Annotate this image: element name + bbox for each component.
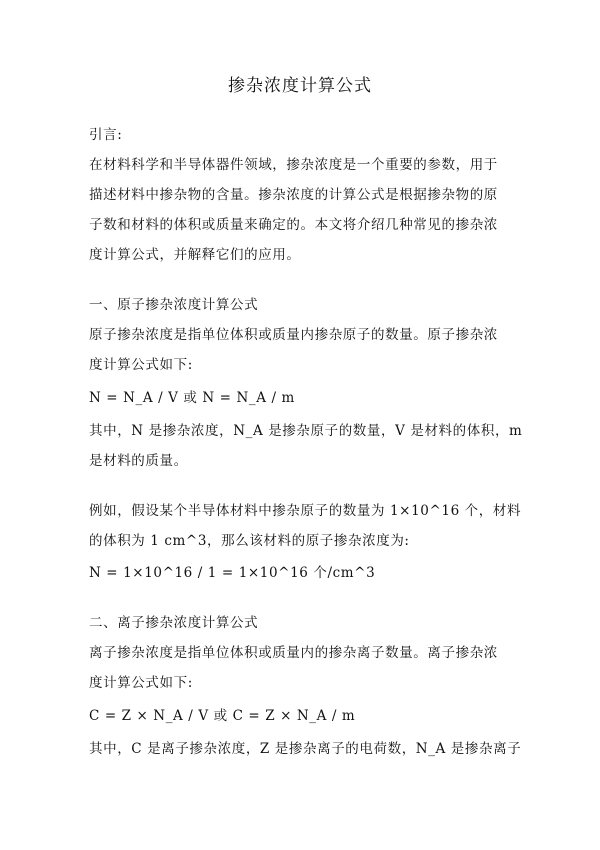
section-2-formula: C = Z × N_A / V 或 C = Z × N_A / m <box>89 708 356 724</box>
section-1-paragraph-line-1: 原子掺杂浓度是指单位体积或质量内掺杂原子的数量。原子掺杂浓 <box>89 327 498 343</box>
section-2-definition-line-1: 其中，C 是离子掺杂浓度，Z 是掺杂离子的电荷数，N_A 是掺杂离子 <box>89 741 522 757</box>
section-1-example-line-1: 例如，假设某个半导体材料中掺杂原子的数量为 1×10^16 个，材料 <box>89 503 522 519</box>
section-1-definition-line-1: 其中，N 是掺杂浓度，N_A 是掺杂原子的数量，V 是材料的体积，m <box>89 423 523 439</box>
intro-paragraph-line-4: 度计算公式，并解释它们的应用。 <box>89 247 301 263</box>
section-1-example-line-2: 的体积为 1 cm^3，那么该材料的原子掺杂浓度为: <box>89 533 410 549</box>
document-title: 掺杂浓度计算公式 <box>228 76 372 96</box>
intro-paragraph-line-2: 描述材料中掺杂物的含量。掺杂浓度的计算公式是根据掺杂物的原 <box>89 187 498 203</box>
section-2-paragraph-line-2: 度计算公式如下: <box>89 675 193 691</box>
section-1-example-result: N = 1×10^16 / 1 = 1×10^16 个/cm^3 <box>89 565 376 581</box>
intro-heading: 引言: <box>89 127 123 143</box>
intro-paragraph-line-3: 子数和材料的体积或质量来确定的。本文将介绍几种常见的掺杂浓 <box>89 217 498 233</box>
section-1-heading: 一、原子掺杂浓度计算公式 <box>89 297 259 313</box>
section-2-paragraph-line-1: 离子掺杂浓度是指单位体积或质量内的掺杂离子数量。离子掺杂浓 <box>89 645 498 661</box>
section-1-formula: N = N_A / V 或 N = N_A / m <box>89 390 295 406</box>
section-1-definition-line-2: 是材料的质量。 <box>89 453 188 469</box>
intro-paragraph-line-1: 在材料科学和半导体器件领域，掺杂浓度是一个重要的参数，用于 <box>89 157 498 173</box>
section-1-paragraph-line-2: 度计算公式如下: <box>89 357 193 373</box>
section-2-heading: 二、离子掺杂浓度计算公式 <box>89 615 259 631</box>
